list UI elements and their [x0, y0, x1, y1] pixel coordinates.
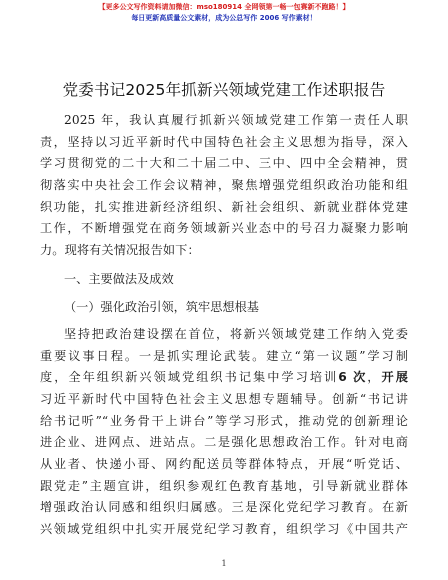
paragraph-line: 重要议事日程。一是抓实理论武装。建立“第一议题”学习制	[40, 348, 408, 363]
paragraph-line: 兴领域党组织中扎实开展党纪学习教育，组织学习《中国共产	[40, 522, 408, 536]
promo-banner-sub: 每日更新高质量公文素材，成为公总写作 2006 写作素材！	[131, 14, 317, 22]
paragraph-line: 坚持把政治建设摆在首位，将新兴领域党建工作纳入党委	[64, 326, 408, 341]
intro-paragraph	[40, 110, 408, 262]
paragraph-line: 增强政治认同感和组织归属感。三是深化党纪学习教育。在新	[40, 500, 408, 515]
page-number: 1	[221, 559, 227, 568]
paragraph-line: 给书记听”“业务骨干上讲台”等学习形式，推动党的创新理论	[40, 413, 408, 428]
paragraph-line: 责，坚持以习近平新时代中国特色社会主义思想为指导，深入	[40, 134, 408, 149]
paragraph-text: 度，全年组织新兴领域党组织书记集中学习培训	[40, 370, 339, 385]
paragraph-line: 习近平新时代中国特色社会主义思想专题辅导。创新“书记讲	[40, 391, 408, 406]
paragraph-line: 进企业、进网点、进站点。二是强化思想政治工作。针对电商	[40, 435, 408, 450]
paragraph-line: 从业者、快递小哥、网约配送员等群体特点，开展“听党话、	[40, 456, 408, 471]
paragraph-line: 力。现将有关情况报告如下：	[40, 243, 200, 258]
paragraph-line: 彻落实中央社会工作会议精神，聚焦增强党组织政治功能和组	[40, 178, 408, 193]
section-heading: 一、主要做法及成效	[64, 271, 174, 286]
document-title: 党委书记2025年抓新兴领域党建工作述职报告	[62, 81, 386, 99]
subsection-paragraph	[40, 324, 408, 541]
paragraph-line: 学习贯彻党的二十大和二十届二中、三中、四中全会精神，贯	[40, 156, 408, 171]
bold-tail: 开展	[381, 370, 408, 385]
paragraph-line: 2025 年，我认真履行抓新兴领域党建工作第一责任人职	[64, 113, 408, 127]
subsection-heading: （一）强化政治引领，筑牢思想根基	[64, 299, 259, 314]
document-body	[40, 110, 408, 541]
bold-count: 6 次	[338, 370, 368, 385]
paragraph-line: 跟党走”主题宣讲，组织参观红色教育基地，引导新就业群体	[40, 478, 408, 493]
promo-banner-top: 【更多公文写作资料请加微信：mso180914 全网领第一畅一包赛新不跑路！】	[98, 3, 350, 11]
paragraph-line: 度，全年组织新兴领域党组织书记集中学习培训6 次，开展	[40, 370, 408, 385]
paragraph-line: 工作，不断增强党在商务领域新兴业态中的号召力凝聚力影响	[40, 221, 408, 236]
paragraph-line: 织功能，扎实推进新经济组织、新社会组织、新就业群体党建	[40, 199, 408, 214]
